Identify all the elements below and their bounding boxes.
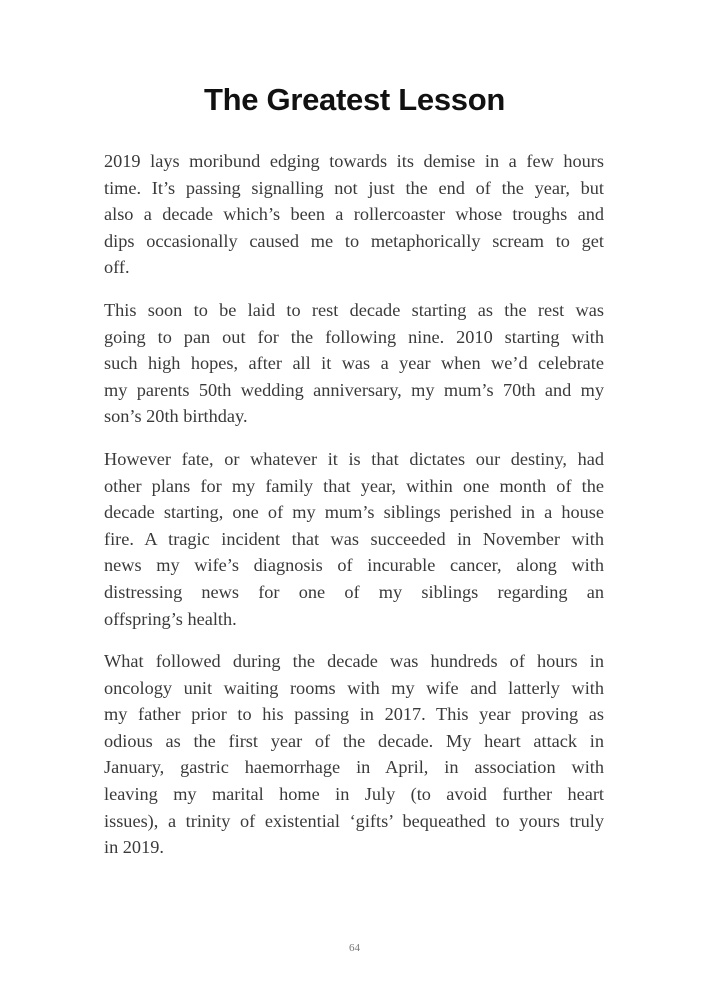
text-line: decade starting, one of my mum’s siblings perished in a house: [104, 502, 604, 523]
text-line: fire. A tragic incident that was succeeded in November with: [104, 528, 604, 549]
text-line: going to pan out for the following nine. 2010 starting with: [104, 326, 604, 347]
text-line: in 2019.: [104, 837, 164, 858]
text-line: leaving my marital home in July (to avoid further heart: [104, 784, 604, 805]
text-line: oncology unit waiting rooms with my wife and latterly with: [104, 677, 604, 698]
text-line: my parents 50th wedding anniversary, my mum’s 70th and my: [104, 379, 604, 400]
page-number: 64: [349, 942, 360, 954]
text-line: such high hopes, after all it was a year when we’d celebrate: [104, 353, 604, 374]
paragraph: [104, 148, 604, 281]
paragraph: [104, 446, 604, 632]
text-line: my father prior to his passing in 2017. This year proving as: [104, 704, 604, 725]
text-line: This soon to be laid to rest decade starting as the rest was: [104, 299, 604, 320]
text-line: issues), a trinity of existential ‘gifts’ bequeathed to yours truly: [104, 810, 604, 831]
text-line: off.: [104, 257, 130, 278]
text-line: dips occasionally caused me to metaphorically scream to get: [104, 230, 604, 251]
text-line: also a decade which’s been a rollercoaster whose troughs and: [104, 204, 604, 225]
text-line: distressing news for one of my siblings regarding an: [104, 581, 604, 602]
chapter-title: The Greatest Lesson: [204, 82, 505, 117]
text-line: news my wife’s diagnosis of incurable cancer, along with: [104, 555, 604, 576]
text-line: What followed during the decade was hundreds of hours in: [104, 651, 604, 672]
text-line: odious as the first year of the decade. My heart attack in: [104, 730, 604, 751]
chapter-body: [104, 148, 604, 877]
text-line: time. It’s passing signalling not just the end of the year, but: [104, 177, 604, 198]
text-line: 2019 lays moribund edging towards its demise in a few hours: [104, 151, 604, 171]
text-line: other plans for my family that year, within one month of the: [104, 475, 604, 496]
text-line: However fate, or whatever it is that dictates our destiny, had: [104, 448, 604, 469]
text-line: offspring’s health.: [104, 608, 237, 629]
text-line: January, gastric haemorrhage in April, in association with: [104, 757, 604, 778]
paragraph: [104, 297, 604, 430]
text-line: son’s 20th birthday.: [104, 406, 248, 427]
paragraph: [104, 648, 604, 861]
